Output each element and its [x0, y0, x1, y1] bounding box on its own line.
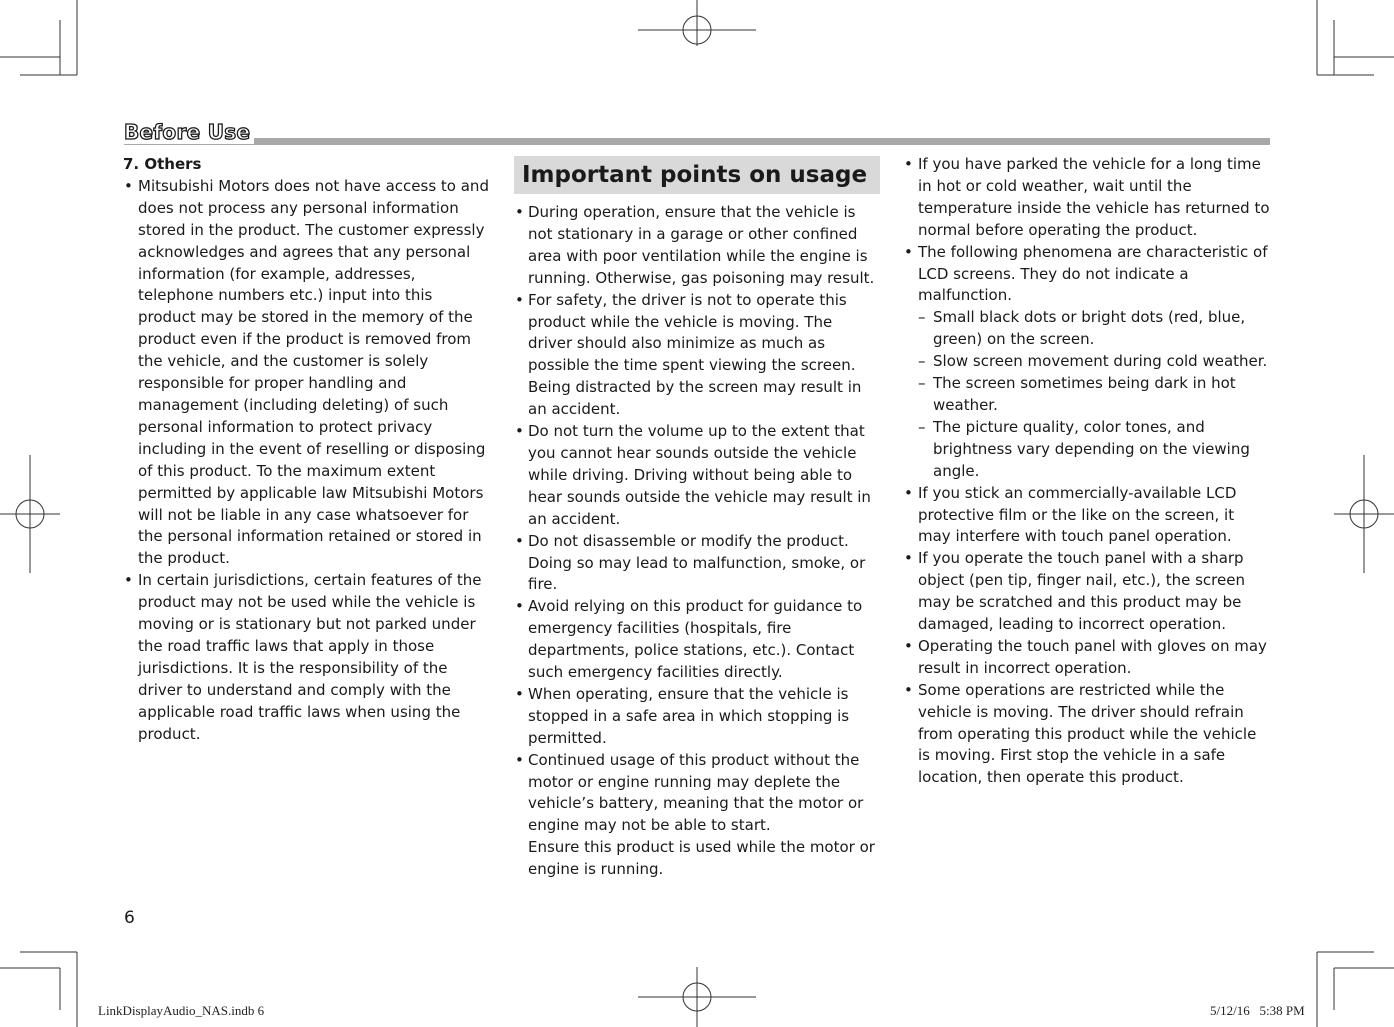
footer-file-label: LinkDisplayAudio_NAS.indb 6 — [98, 1003, 265, 1018]
header-rule — [124, 138, 1270, 145]
list-item: • Mitsubishi Motors does not have access to and does not process any personal information stored in the product. The customer expressly acknowledges and agrees that any personal information (for example, addresses, telephone numbers etc.) input into this product may be stored in the memory of the product even if the product is removed from the vehicle, and the customer is solely responsible for proper handling and management (including deleting) of such personal information to protect privacy including in the event of reselling or disposing of this product. To the maximum extent permitted by applicable law Mitsubishi Motors will not be liable in any case whatsoever for the personal information retained or stored in the product. — [123, 176, 491, 570]
usage-notes-list — [903, 154, 1271, 789]
list-item: • Some operations are restricted while the vehicle is moving. The driver should refrain from operating this product while the vehicle is moving. First stop the vehicle in a safe location, then operate this product. — [903, 680, 1271, 790]
footer-timestamp: 5/12/16 5:38 PM — [1210, 1003, 1305, 1018]
important-points-list — [514, 202, 880, 881]
list-item-text: Continued usage of this product without the motor or engine running may deplete the vehicle’s battery, meaning that the motor or engine may not be able to start. — [528, 750, 864, 835]
sub-list-item: – The screen sometimes being dark in hot weather. — [918, 373, 1271, 417]
list-item: • When operating, ensure that the vehicle is stopped in a safe area in which stopping is permitted. — [514, 684, 880, 750]
list-item: • If you have parked the vehicle for a long time in hot or cold weather, wait until the temperature inside the vehicle has returned to normal before operating the product. — [903, 154, 1271, 242]
list-item: • During operation, ensure that the vehicle is not stationary in a garage or other confined area with poor ventilation while the engine is running. Otherwise, gas poisoning may result. — [514, 202, 880, 290]
sub-list-item: – The picture quality, color tones, and brightness vary depending on the viewing angle. — [918, 417, 1271, 483]
others-list — [123, 176, 491, 746]
others-heading: 7. Others — [123, 155, 202, 173]
list-item — [903, 242, 1271, 483]
page-number: 6 — [124, 908, 135, 928]
list-item: • Operating the touch panel with gloves on may result in incorrect operation. — [903, 636, 1271, 680]
right-column — [903, 154, 1271, 789]
list-item — [514, 750, 880, 881]
sub-list-item: – Slow screen movement during cold weather. — [918, 351, 1271, 373]
page-section-title: Before Use — [124, 120, 254, 144]
middle-column — [514, 156, 880, 881]
list-item: • If you operate the touch panel with a sharp object (pen tip, finger nail, etc.), the screen may be scratched and this product may be damaged, leading to incorrect operation. — [903, 548, 1271, 636]
sub-list-item: – Small black dots or bright dots (red, blue, green) on the screen. — [918, 307, 1271, 351]
list-item: • If you stick an commercially-available LCD protective film or the like on the screen, it may interfere with touch panel operation. — [903, 483, 1271, 549]
list-item: • In certain jurisdictions, certain features of the product may not be used while the vehicle is moving or is stationary but not parked under the road traffic laws that apply in those jurisdictions. It is the responsibility of the driver to understand and comply with the applicable road traffic laws when using the product. — [123, 570, 491, 745]
left-column — [123, 154, 491, 745]
list-item: • Do not disassemble or modify the product. Doing so may lead to malfunction, smoke, or fire. — [514, 531, 880, 597]
list-item: • For safety, the driver is not to operate this product while the vehicle is moving. The driver should also minimize as much as possible the time spent viewing the screen. Being distracted by the screen may result in an accident. — [514, 290, 880, 421]
list-item-text: The following phenomena are characteristic of LCD screens. They do not indicate a malfunction. — [918, 242, 1268, 305]
list-item-continuation: Ensure this product is used while the motor or engine is running. — [528, 838, 875, 879]
important-points-heading: Important points on usage — [514, 156, 880, 194]
lcd-phenomena-list — [918, 307, 1271, 482]
list-item: • Do not turn the volume up to the extent that you cannot hear sounds outside the vehicle while driving. Driving without being able to hear sounds outside the vehicle may result in an accident. — [514, 421, 880, 531]
list-item: • Avoid relying on this product for guidance to emergency facilities (hospitals, fire departments, police stations, etc.). Contact such emergency facilities directly. — [514, 596, 880, 684]
